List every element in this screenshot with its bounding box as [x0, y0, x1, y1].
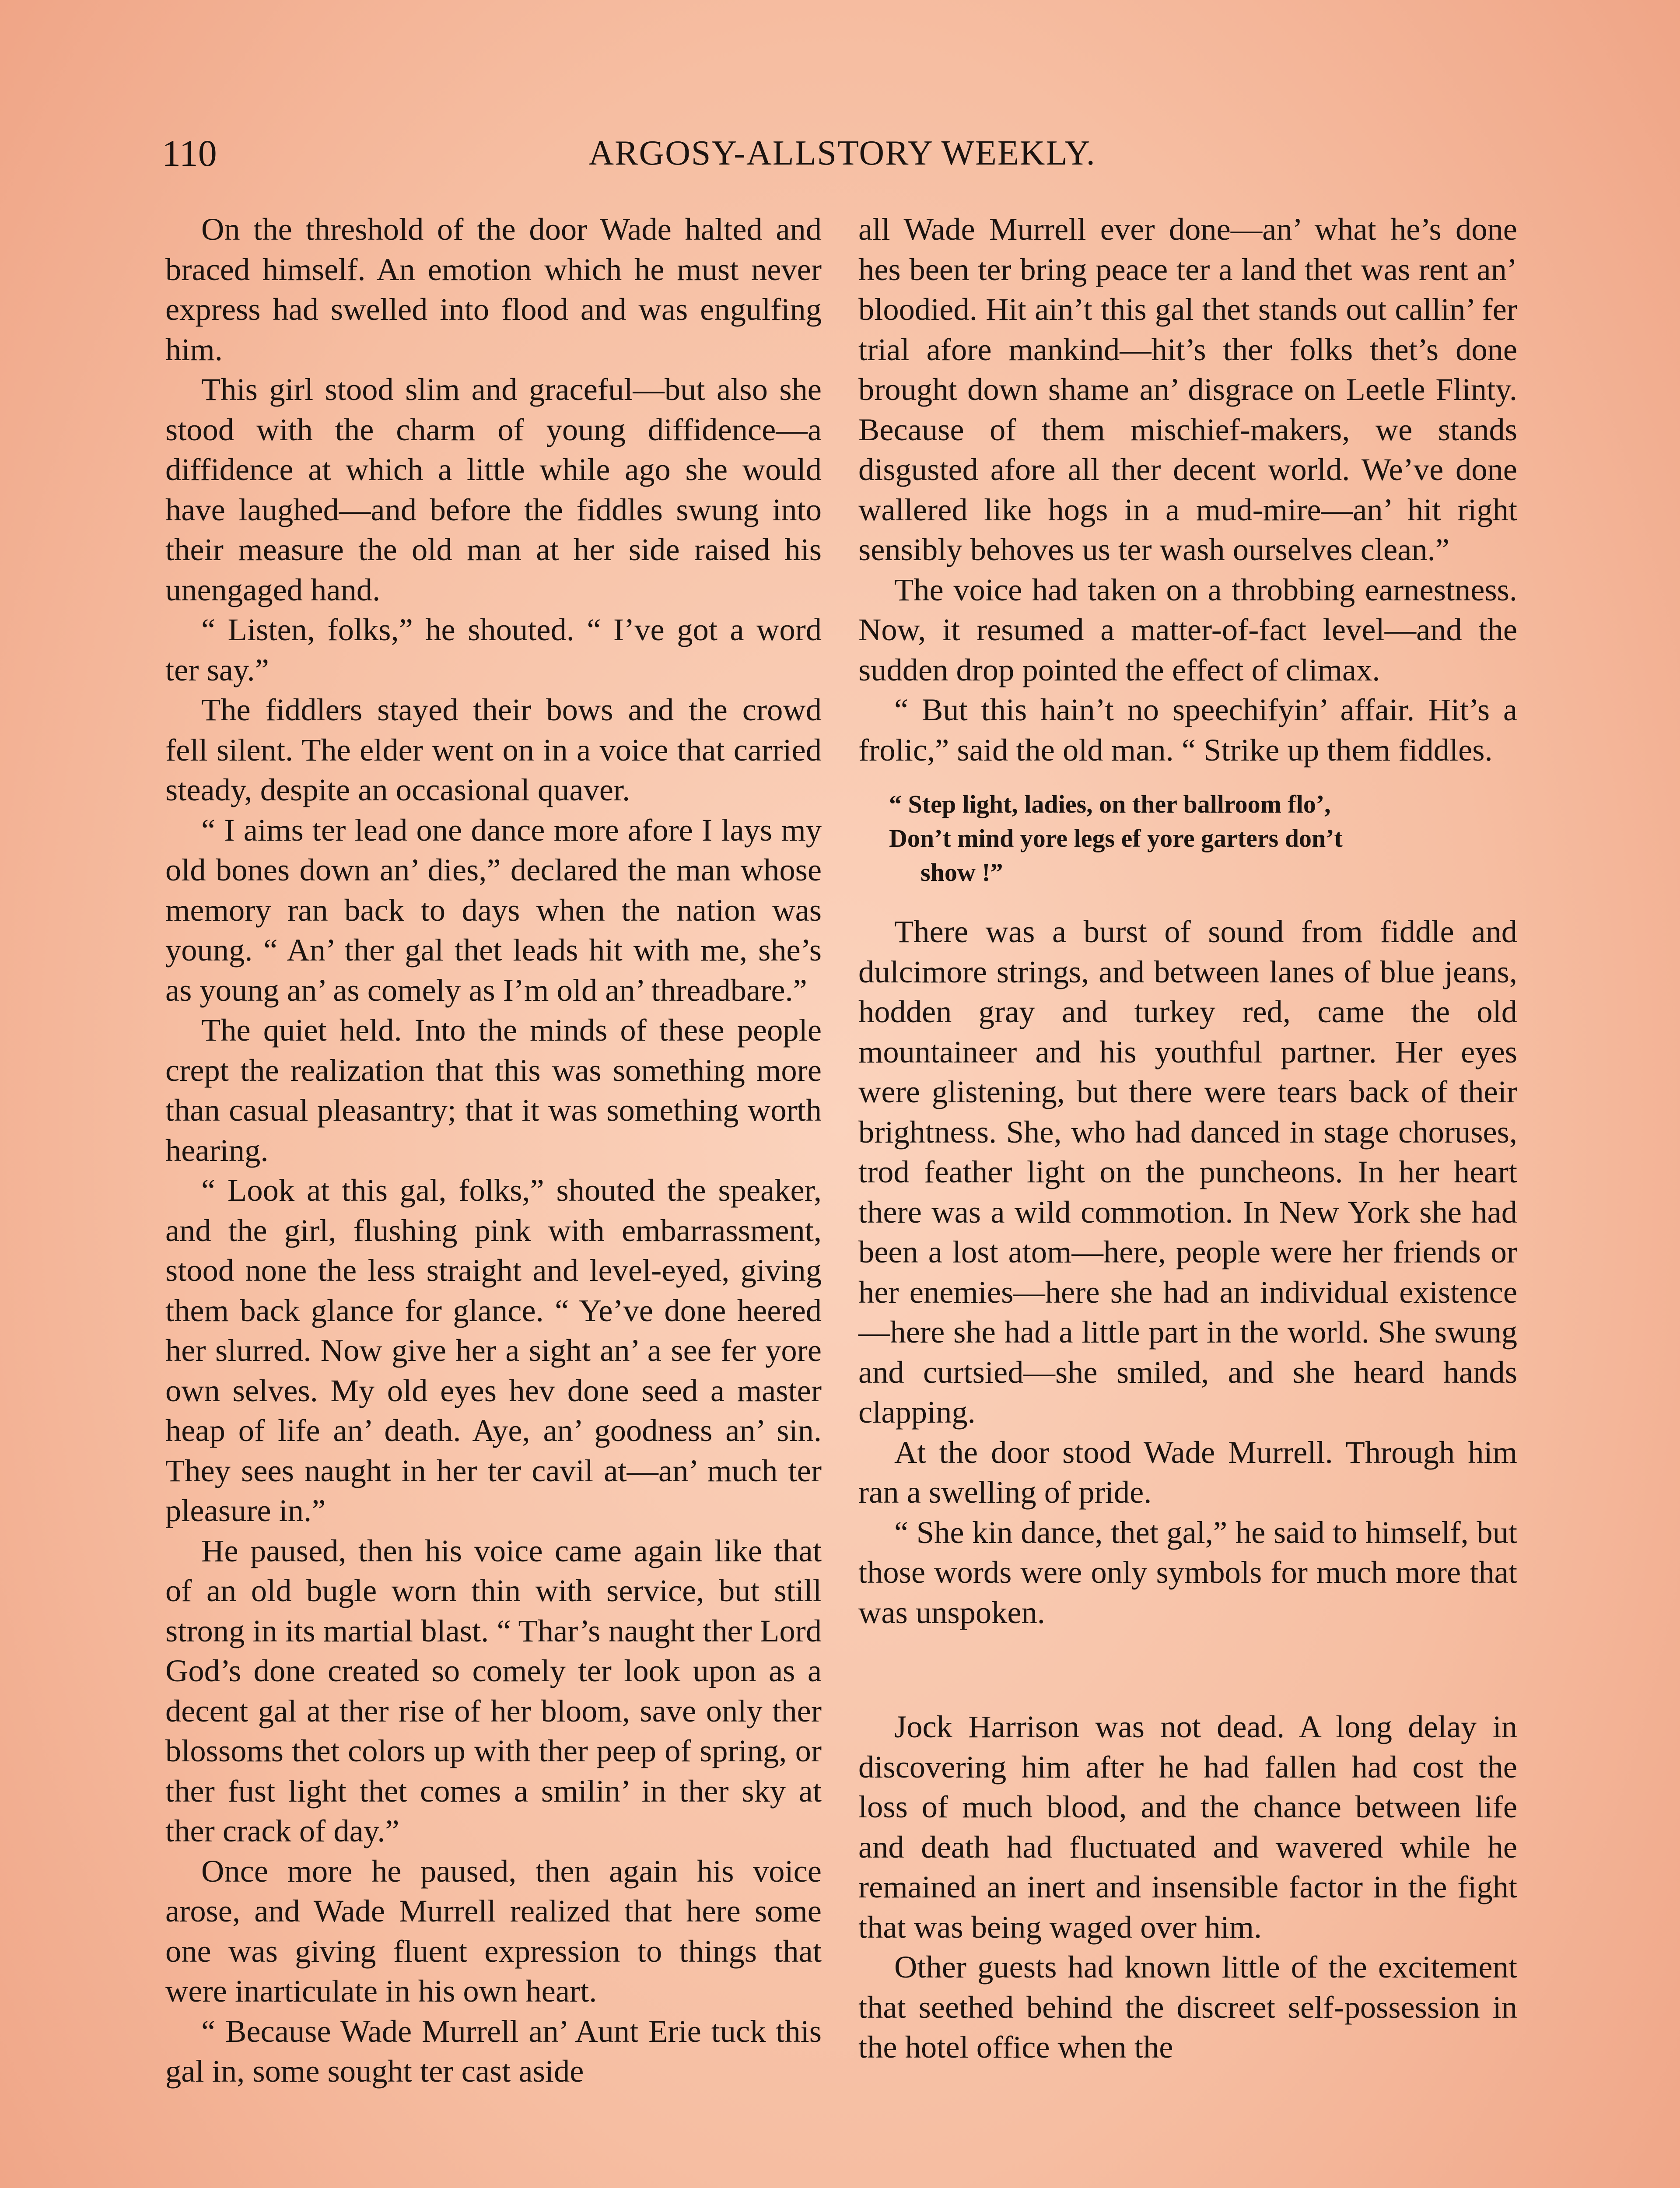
left-column [165, 209, 822, 2091]
right-column [858, 209, 1517, 2067]
verse-line: Don’t mind yore legs ef yore garters don’t [889, 824, 1343, 852]
paragraph: “ She kin dance, thet gal,” he said to himself, but those words were only symbols for much more that was unspoken. [858, 1514, 1517, 1630]
paragraph: On the threshold of the door Wade halted and braced himself. An emotion which he must never express had swelled into flood and was engulfing him. [165, 211, 822, 367]
paragraph: all Wade Murrell ever done—an’ what he’s done hes been ter bring peace ter a land thet was rent an’ bloodied. Hit ain’t this gal thet stands out callin’ fer trial afore mankind—hit’s ther folks thet’s done brought down shame an’ disgrace on Leetle Flinty. Because of them mischief-makers, we stands disgusted afore all ther decent world. We’ve done wallered like hogs in a mud-mire—an’ hit right sensibly behoves us ter wash ourselves clean.” [858, 211, 1517, 567]
paragraph: “ Look at this gal, folks,” shouted the speaker, and the girl, flushing pink with embarrassment, stood none the less straight and level-eyed, giving them back glance for glance. “ Ye’ve done heered her slurred. Now give her a sight an’ a see fer yore own selves. My old eyes hev done seed a master heap of life an’ death. Aye, an’ goodness an’ sin. They sees naught in her ter cavil at—an’ much ter pleasure in.” [165, 1172, 822, 1528]
paragraph: “ But this hain’t no speechifyin’ affair. Hit’s a frolic,” said the old man. “ Strike up them fiddles. [858, 692, 1517, 768]
paragraph: He paused, then his voice came again like that of an old bugle worn thin with service, but still strong in its martial blast. “ Thar’s naught ther Lord God’s done created so comely ter look upon as a decent gal at ther rise of her bloom, save only ther blossoms thet colors up with ther peep of spring, or ther fust light thet comes a smilin’ in ther sky at ther crack of day.” [165, 1532, 822, 1848]
paragraph: The quiet held. Into the minds of these people crept the realization that this was something more than casual pleasantry; that it was something worth hearing. [165, 1012, 822, 1168]
paragraph: “ Because Wade Murrell an’ Aunt Erie tuck this gal in, some sought ter cast aside [165, 2013, 822, 2089]
page-number: 110 [162, 132, 217, 174]
paragraph: Once more he paused, then again his voice arose, and Wade Murrell realized that here some one was giving fluent expression to things that were inarticulate in his own heart. [165, 1853, 822, 2009]
running-title: ARGOSY-ALLSTORY WEEKLY. [588, 134, 1096, 172]
paragraph: “ Listen, folks,” he shouted. “ I’ve got a word ter say.” [165, 612, 822, 687]
page-header [162, 127, 1522, 179]
paragraph: There was a burst of sound from fiddle and dulcimore strings, and between lanes of blue jeans, hodden gray and turkey red, came the old mountaineer and his youthful partner. Her eyes were glistening, but there were tears back of their brightness. She, who had danced in stage choruses, trod feather light on the puncheons. In her heart there was a wild commotion. In New York she had been a lost atom—here, people were her friends or her enemies—here she had an individual existence—here she had a little part in the world. She swung and curtsied—she smiled, and she heard hands clapping. [858, 914, 1517, 1430]
section-break [858, 1632, 1517, 1707]
paragraph: Jock Harrison was not dead. A long delay in discovering him after he had fallen had cost the loss of much blood, and the chance between life and death had fluctuated and wavered while he remained an inert and insensible factor in the fight that was being waged over him. [858, 1709, 1517, 1945]
paragraph: This girl stood slim and graceful—but also she stood with the charm of young diffidence—a diffidence at which a little while ago she would have laughed—and before the fiddles swung into their measure the old man at her side raised his unengaged hand. [165, 372, 822, 607]
paragraph: “ I aims ter lead one dance more afore I lays my old bones down an’ dies,” declared the man whose memory ran back to days when the nation was young. “ An’ ther gal thet leads hit with me, she’s as young an’ as comely as I’m old an’ threadbare.” [165, 812, 822, 1008]
verse-line: show !” [920, 858, 1003, 887]
paragraph: The voice had taken on a throbbing earnestness. Now, it resumed a matter-of-fact level—and the sudden drop pointed the effect of climax. [858, 572, 1517, 687]
paragraph: The fiddlers stayed their bows and the crowd fell silent. The elder went on in a voice that carried steady, despite an occasional quaver. [165, 692, 822, 807]
verse-line: “ Step light, ladies, on ther ballroom flo’, [889, 790, 1331, 818]
paragraph: At the door stood Wade Murrell. Through him ran a swelling of pride. [858, 1434, 1517, 1510]
song-verse [889, 787, 1517, 890]
paragraph: Other guests had known little of the excitement that seethed behind the discreet self-possession in the hotel office when the [858, 1949, 1517, 2065]
